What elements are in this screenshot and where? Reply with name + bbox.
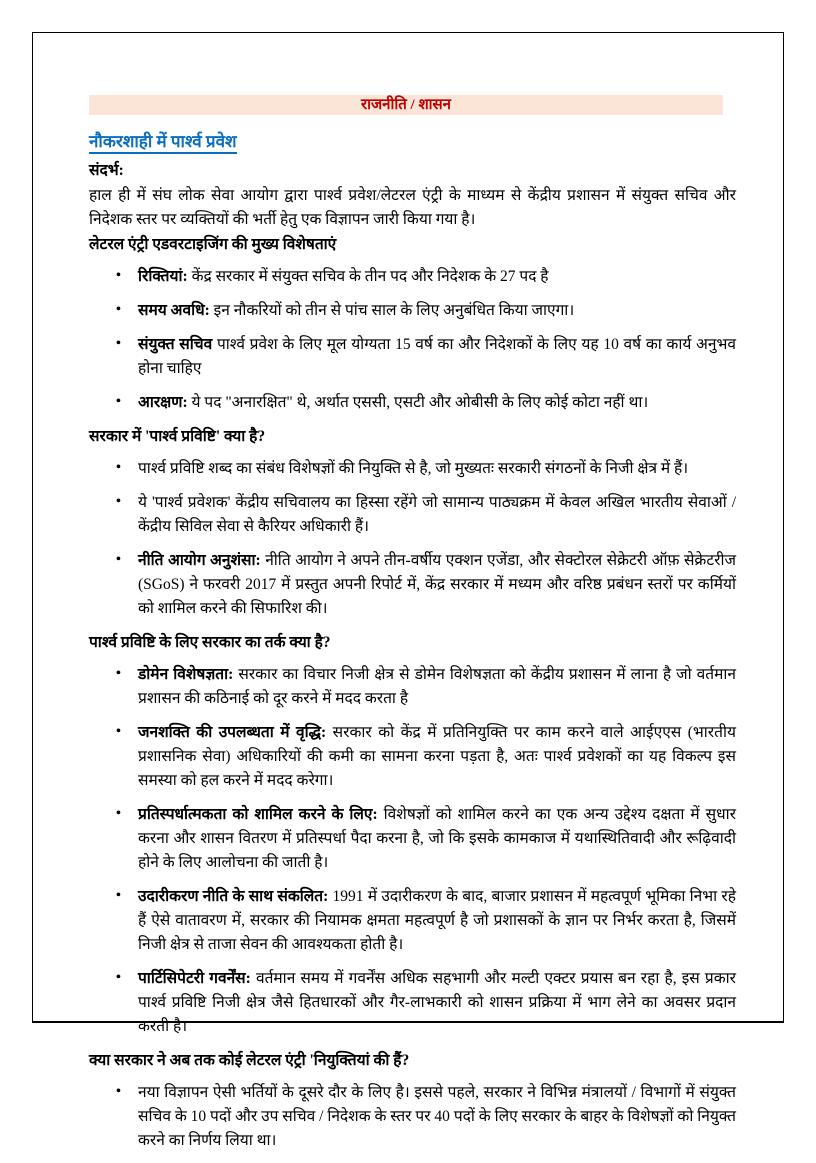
bullet-icon: •: [116, 1084, 121, 1099]
section: [89, 631, 736, 1039]
bullet-icon: •: [116, 394, 121, 409]
sections-container: [89, 159, 736, 1153]
section: [89, 1049, 736, 1153]
bullet-text: वर्तमान समय में गवर्नेंस अधिक सहभागी और मल्टी एक्टर प्रयास बन रहा है, इस प्रकार पार्श्व प्रविष्टि निजी क्षेत्र जैसे हितधारकों और गैर-लाभकारी को शासन प्रक्रिया में भाग लेने का अवसर प्रदान करती है।: [138, 970, 736, 1035]
bullet-label: समय अवधि:: [138, 302, 214, 319]
bullet-icon: •: [116, 302, 121, 317]
category-label: राजनीति / शासन: [360, 97, 451, 113]
list-item: [116, 491, 736, 539]
bullet-label: प्रतिस्पर्धात्मकता को शामिल करने के लिए:: [138, 806, 384, 823]
section: [89, 233, 736, 415]
bullet-icon: •: [116, 336, 121, 351]
bullet-list: [89, 663, 736, 1039]
bullet-icon: •: [116, 970, 121, 985]
bullet-list: [89, 1081, 736, 1153]
bullet-text: ये 'पार्श्व प्रवेशक' केंद्रीय सचिवालय का हिस्सा रहेंगे जो सामान्य पाठ्यक्रम में केवल अखिल भारतीय सेवाओं / केंद्रीय सिविल सेवा से कैरियर अधिकारी हैं।: [138, 494, 736, 535]
list-item: [116, 721, 736, 793]
bullet-text: सरकार का विचार निजी क्षेत्र से डोमेन विशेषज्ञता को केंद्रीय प्रशासन में लाना है जो वर्तमान प्रशासन की कठिनाई को दूर करने में मदद करता है: [138, 666, 736, 707]
bullet-text: सरकार को केंद्र में प्रतिनियुक्ति पर काम करने वाले आईएएस (भारतीय प्रशासनिक सेवा) अधिकारियों की कमी का सामना करना पड़ता है, अतः पार्श्व प्रवेशकों का यह विकल्प इस समस्या को हल करने में मदद करेगा।: [138, 724, 736, 789]
list-item: [116, 967, 736, 1039]
bullet-text: नीति आयोग ने अपने तीन-वर्षीय एक्शन एजेंडा, और सेक्टोरल सेक्रेटरी ऑफ़ सेक्रेटरीज (SGoS) ने फरवरी 2017 में प्रस्तुत अपनी रिपोर्ट में, केंद्र सरकार में मध्यम और वरिष्ठ प्रबंधन स्तरों पर कर्मियों को शामिल करने की सिफारिश की।: [138, 552, 736, 617]
list-item: [116, 299, 736, 323]
bullet-label: डोमेन विशेषज्ञता:: [138, 666, 239, 683]
bullet-text: इन नौकरियों को तीन से पांच साल के लिए अनुबंधित किया जाएगा।: [213, 302, 575, 319]
list-item: [116, 333, 736, 381]
bullet-text: 1991 में उदारीकरण के बाद, बाजार प्रशासन में महत्वपूर्ण भूमिका निभा रहे हैं ऐसे वातावरण में, सरकार की नियामक क्षमता महत्वपूर्ण है जो प्रशासकों के ज्ञान पर निर्भर करता है, जिसमें निजी क्षेत्र से ताजा सेवन की आवश्यकता होती है।: [138, 888, 736, 953]
list-item: [116, 663, 736, 711]
list-item: [116, 803, 736, 875]
section-heading: क्या सरकार ने अब तक कोई लेटरल एंट्री 'नियुक्तियां की हैं?: [89, 1052, 410, 1069]
bullet-label: उदारीकरण नीति के साथ संकलित:: [138, 888, 333, 905]
bullet-label: संयुक्त सचिव: [138, 336, 217, 353]
paragraph: हाल ही में संघ लोक सेवा आयोग द्वारा पार्श्व प्रवेश/लेटरल एंट्री के माध्यम से केंद्रीय प्रशासन में संयुक्त सचिव और निदेशक स्तर पर व्यक्तियों की भर्ती हेतु एक विज्ञापन जारी किया गया है।: [89, 187, 736, 228]
bullet-text: नया विज्ञापन ऐसी भर्तियों के दूसरे दौर के लिए है। इससे पहले, सरकार ने विभिन्न मंत्रालयों / विभागों में संयुक्त सचिव के 10 पदों और उप सचिव / निदेशक के स्तर पर 40 पदों के लिए सरकार के बाहर के विशेषज्ञों को नियुक्त करने का निर्णय लिया था।: [138, 1084, 736, 1149]
list-item: [116, 885, 736, 957]
bullet-list: [89, 457, 736, 621]
section-heading: संदर्भ:: [89, 162, 124, 179]
bullet-text: ये पद "अनारक्षित" थे, अर्थात एससी, एसटी और ओबीसी के लिए कोई कोटा नहीं था।: [191, 394, 649, 411]
bullet-text: पार्श्व प्रवेश के लिए मूल योग्यता 15 वर्ष का और निदेशकों के लिए यह 10 वर्ष का कार्य अनुभव होना चाहिए: [138, 336, 736, 377]
bullet-label: नीति आयोग अनुशंसा:: [138, 552, 266, 569]
page-title-text: नौकरशाही में पार्श्व प्रवेश: [89, 132, 237, 154]
section-heading: पार्श्व प्रविष्टि के लिए सरकार का तर्क क्या है?: [89, 634, 331, 651]
page-title: [89, 130, 736, 154]
list-item: [116, 265, 736, 289]
document-page: [32, 32, 784, 1149]
bullet-icon: •: [116, 494, 121, 509]
bullet-icon: •: [116, 806, 121, 821]
category-bar: [89, 95, 723, 115]
list-item: [116, 457, 736, 481]
bullet-text: पार्श्व प्रविष्टि शब्द का संबंध विशेषज्ञों की नियुक्ति से है, जो मुख्यतः सरकारी संगठनों के निजी क्षेत्र में हैं।: [138, 460, 689, 477]
bullet-label: पार्टिसिपेटरी गवर्नेंस:: [138, 970, 256, 987]
list-item: [116, 549, 736, 621]
bullet-text: केंद्र सरकार में संयुक्त सचिव के तीन पद और निदेशक के 27 पद है: [191, 268, 549, 285]
bullet-icon: •: [116, 552, 121, 567]
bullet-label: आरक्षण:: [138, 394, 192, 411]
bullet-label: रिक्तियां:: [138, 268, 192, 285]
bullet-icon: •: [116, 460, 121, 475]
list-item: [116, 391, 736, 415]
bullet-icon: •: [116, 724, 121, 739]
bullet-label: जनशक्ति की उपलब्धता में वृद्धि:: [138, 724, 333, 741]
bullet-icon: •: [116, 666, 121, 681]
document-content: [89, 95, 736, 1163]
section: [89, 425, 736, 621]
section: [89, 159, 736, 232]
list-item: [116, 1081, 736, 1153]
bullet-list: [89, 265, 736, 415]
bullet-text: विशेषज्ञों को शामिल करने का एक अन्य उद्देश्य दक्षता में सुधार करना और शासन वितरण में प्रतिस्पर्धा पैदा करना है, जो कि इसके कामकाज में यथास्थितिवादी और रूढ़िवादी होने के लिए आलोचना की जाती है।: [138, 806, 736, 871]
section-heading: लेटरल एंट्री एडवरटाइजिंग की मुख्य विशेषताएं: [89, 236, 337, 253]
bullet-icon: •: [116, 888, 121, 903]
bullet-icon: •: [116, 268, 121, 283]
section-heading: सरकार में 'पार्श्व प्रविष्टि' क्या है?: [89, 428, 266, 445]
